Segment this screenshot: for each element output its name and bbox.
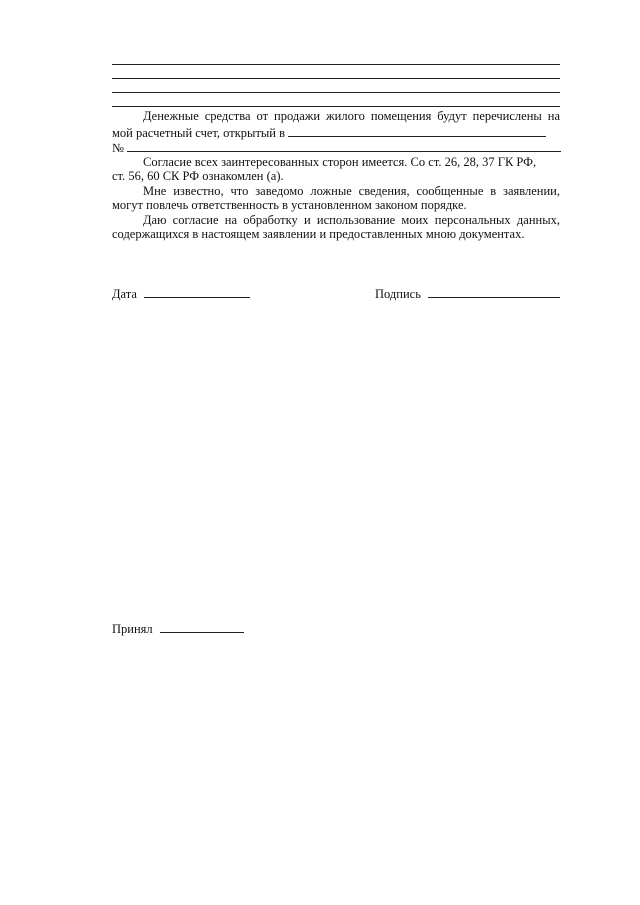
account-number-field[interactable] <box>127 139 561 152</box>
payment-account-label: мой расчетный счет, открытый в <box>112 126 286 140</box>
personal-data-paragraph-line1: Даю согласие на обработку и использование моих персональных данных, <box>143 213 560 227</box>
false-info-paragraph-line1: Мне известно, что заведомо ложные сведения, сообщенные в заявлении, <box>143 184 560 198</box>
blank-line-1[interactable] <box>112 64 560 65</box>
accepted-label: Принял <box>112 622 153 636</box>
payment-paragraph-line1: Денежные средства от продажи жилого помещения будут перечислены на <box>143 109 560 123</box>
accepted-block <box>112 620 244 637</box>
date-block <box>112 285 250 302</box>
signature-label: Подпись <box>375 287 421 301</box>
consent-paragraph-line2: ст. 56, 60 СК РФ ознакомлен (а). <box>112 169 284 183</box>
bank-name-field[interactable] <box>288 124 546 137</box>
consent-paragraph-line1: Согласие всех заинтересованных сторон имеется. Со ст. 26, 28, 37 ГК РФ, <box>143 155 537 169</box>
blank-line-4[interactable] <box>112 106 560 107</box>
date-label: Дата <box>112 287 137 301</box>
date-field[interactable] <box>144 285 250 298</box>
signature-block <box>375 285 560 302</box>
number-sign-label: № <box>112 141 124 155</box>
personal-data-paragraph-line2: содержащихся в настоящем заявлении и предоставленных мною документах. <box>112 227 525 241</box>
blank-line-3[interactable] <box>112 92 560 93</box>
account-number-line <box>112 139 561 156</box>
signature-field[interactable] <box>428 285 560 298</box>
blank-line-2[interactable] <box>112 78 560 79</box>
accepted-by-field[interactable] <box>160 620 244 633</box>
false-info-paragraph-line2: могут повлечь ответственность в установленном законом порядке. <box>112 198 467 212</box>
